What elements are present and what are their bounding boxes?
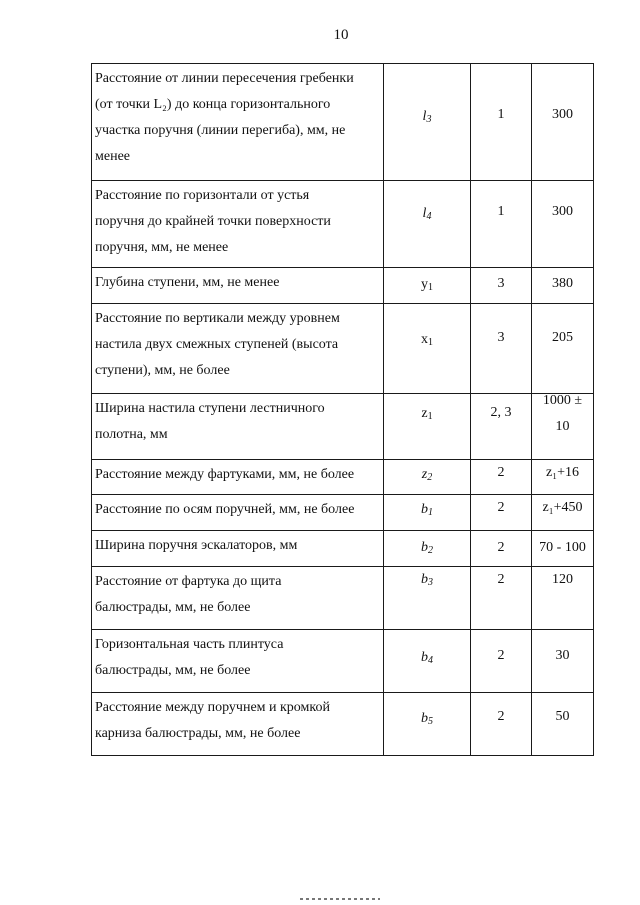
parameter-line: поручня до крайней точки поверхности <box>95 214 331 229</box>
parameter-cell <box>92 304 384 394</box>
parameter-line: Расстояние по горизонтали от устья <box>95 188 310 203</box>
figure-ref-cell <box>471 268 532 304</box>
parameter-line: полотна, мм <box>95 427 168 442</box>
table-row <box>92 567 594 630</box>
parameter-cell <box>92 394 384 460</box>
figure-ref: 2 <box>497 709 505 724</box>
figure-ref-cell <box>471 64 532 181</box>
symbol-letter: b <box>421 540 428 555</box>
table-row <box>92 394 594 460</box>
value-cell <box>532 304 594 394</box>
symbol-letter: x <box>421 332 428 347</box>
symbol-cell <box>384 64 471 181</box>
parameter-line: Расстояние от линии пересечения гребенки <box>95 71 354 86</box>
symbol-subscript: 3 <box>426 114 432 125</box>
value-cell <box>532 181 594 268</box>
parameter-line: поручня, мм, не менее <box>95 240 229 255</box>
figure-ref-cell <box>471 693 532 756</box>
spec-table <box>91 63 594 756</box>
figure-ref-cell <box>471 531 532 567</box>
figure-ref: 2 <box>497 648 505 663</box>
parameter-line: Расстояние между поручнем и кромкой <box>95 700 330 715</box>
table-row <box>92 531 594 567</box>
parameter-cell <box>92 693 384 756</box>
value-cell <box>532 495 594 531</box>
figure-ref: 2 <box>497 572 505 587</box>
parameter-line: Горизонтальная часть плинтуса <box>95 637 284 652</box>
table-row <box>92 181 594 268</box>
symbol-cell <box>384 181 471 268</box>
value-cell <box>532 460 594 495</box>
symbol-letter: z <box>421 467 428 482</box>
value-cell <box>532 693 594 756</box>
value-line: 380 <box>552 276 573 291</box>
parameter-line: балюстрады, мм, не более <box>95 600 251 615</box>
figure-ref: 1 <box>497 204 505 219</box>
symbol-subscript: 5 <box>428 716 433 727</box>
figure-ref: 3 <box>497 330 505 345</box>
parameter-line: балюстрады, мм, не более <box>95 663 251 678</box>
value-cell <box>532 630 594 693</box>
parameter-cell <box>92 460 384 495</box>
parameter-line: Расстояние между фартуками, мм, не более <box>95 467 355 482</box>
value-line: 205 <box>552 330 573 345</box>
figure-ref: 2 <box>497 540 505 555</box>
parameter-cell <box>92 567 384 630</box>
table-row <box>92 460 594 495</box>
spec-table-body <box>92 64 594 756</box>
value-line: 1000 ± <box>542 393 583 408</box>
parameter-line: карниза балюстрады, мм, не более <box>95 726 301 741</box>
symbol-letter: z <box>421 406 428 421</box>
value-cell <box>532 64 594 181</box>
table-row <box>92 630 594 693</box>
symbol-cell <box>384 460 471 495</box>
value-line: 120 <box>552 572 573 587</box>
table-row <box>92 268 594 304</box>
symbol-cell <box>384 495 471 531</box>
parameter-cell <box>92 181 384 268</box>
value-cell <box>532 531 594 567</box>
symbol-cell <box>384 531 471 567</box>
parameter-line: менее <box>95 149 130 164</box>
value-cell <box>532 394 594 460</box>
table-row <box>92 495 594 531</box>
symbol-letter: b <box>421 502 428 517</box>
value-line: z₁+450 <box>542 500 583 515</box>
symbol-letter: l <box>422 109 427 124</box>
page-number: 10 <box>333 27 349 43</box>
figure-ref: 2 <box>497 500 505 515</box>
symbol-subscript: 3 <box>428 577 433 588</box>
value-cell <box>532 567 594 630</box>
symbol-cell <box>384 693 471 756</box>
figure-ref: 2 <box>497 465 505 480</box>
symbol-cell <box>384 268 471 304</box>
figure-ref-cell <box>471 304 532 394</box>
symbol-cell <box>384 304 471 394</box>
symbol-subscript: 4 <box>426 211 432 222</box>
symbol-subscript: 1 <box>428 282 433 293</box>
figure-ref-cell <box>471 460 532 495</box>
parameter-line: Ширина настила ступени лестничного <box>95 401 325 416</box>
parameter-line: Расстояние по осям поручней, мм, не более <box>95 502 355 517</box>
value-cell <box>532 268 594 304</box>
value-line: 30 <box>555 648 570 663</box>
table-row <box>92 304 594 394</box>
symbol-subscript: 4 <box>428 655 433 666</box>
symbol-subscript: 1 <box>428 337 433 348</box>
symbol-cell <box>384 630 471 693</box>
symbol-letter: b <box>421 572 428 587</box>
parameter-cell <box>92 495 384 531</box>
parameter-line: участка поручня (линии перегиба), мм, не <box>95 123 346 138</box>
parameter-cell <box>92 630 384 693</box>
symbol-letter: l <box>422 206 427 221</box>
parameter-line: Глубина ступени, мм, не менее <box>95 275 280 290</box>
figure-ref-cell <box>471 394 532 460</box>
value-line: 10 <box>555 419 570 434</box>
parameter-line: Расстояние от фартука до щита <box>95 574 282 589</box>
table-row <box>92 693 594 756</box>
table-row <box>92 64 594 181</box>
parameter-line: ступени), мм, не более <box>95 363 230 378</box>
parameter-cell <box>92 268 384 304</box>
symbol-subscript: 2 <box>428 545 433 556</box>
value-line: 70 - 100 <box>539 540 586 555</box>
value-line: 50 <box>555 709 570 724</box>
value-line: 300 <box>552 107 573 122</box>
parameter-line: Ширина поручня эскалаторов, мм <box>95 538 298 553</box>
symbol-cell <box>384 394 471 460</box>
scan-edge-mark <box>300 898 380 900</box>
value-line: 300 <box>552 204 573 219</box>
parameter-line: Расстояние по вертикали между уровнем <box>95 311 340 326</box>
symbol-cell <box>384 567 471 630</box>
symbol-subscript: 2 <box>427 472 433 483</box>
figure-ref-cell <box>471 181 532 268</box>
parameter-cell <box>92 64 384 181</box>
figure-ref: 1 <box>497 107 505 122</box>
symbol-letter: y <box>421 277 428 292</box>
figure-ref: 2, 3 <box>490 405 512 420</box>
parameter-line: настила двух смежных ступеней (высота <box>95 337 339 352</box>
value-line: z₁+16 <box>546 465 579 480</box>
symbol-subscript: 1 <box>428 507 433 518</box>
symbol-subscript: 1 <box>427 411 433 422</box>
symbol-letter: b <box>421 711 428 726</box>
figure-ref-cell <box>471 567 532 630</box>
figure-ref-cell <box>471 630 532 693</box>
parameter-cell <box>92 531 384 567</box>
symbol-letter: b <box>421 650 428 665</box>
figure-ref-cell <box>471 495 532 531</box>
parameter-line: (от точки L₂) до конца горизонтального <box>95 97 331 112</box>
figure-ref: 3 <box>497 276 505 291</box>
